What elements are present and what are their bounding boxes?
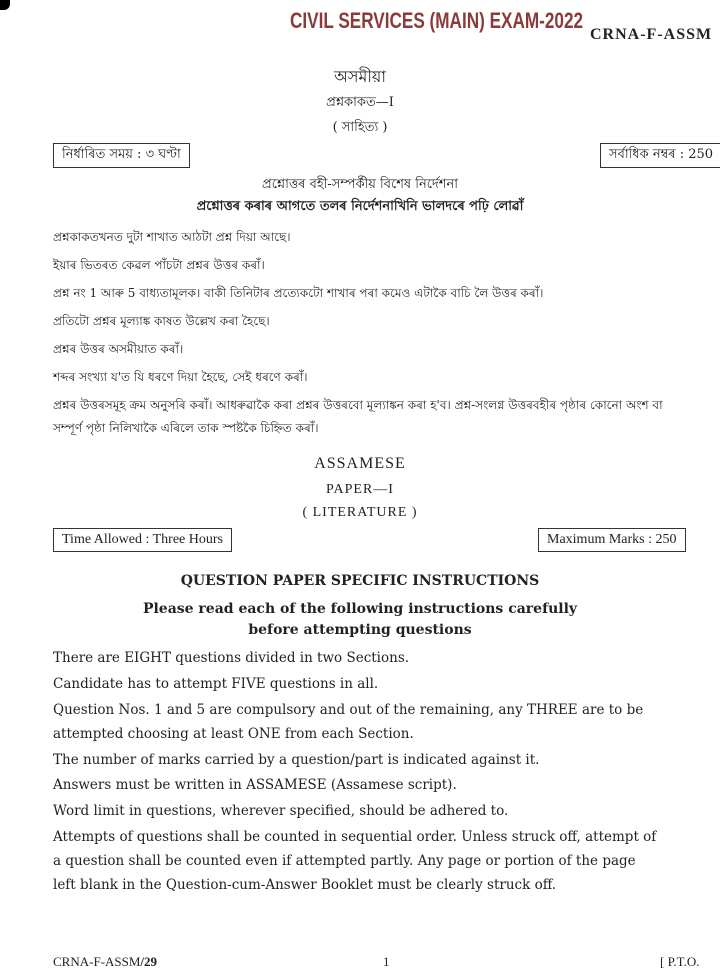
assamese-instructions-heading: প্ৰশ্নোত্তৰ বহী-সম্পৰ্কীয় বিশেষ নিৰ্দেশনা bbox=[262, 177, 458, 192]
footer-page-number: 1 bbox=[383, 954, 390, 969]
english-instruction-line: Candidate has to attempt FIVE questions in all. bbox=[53, 676, 379, 692]
english-max-marks: Maximum Marks : 250 bbox=[538, 528, 686, 552]
assamese-instruction-line: সম্পূৰ্ণ পৃষ্ঠা নিলিখাকৈ এৰিলে তাক স্পষ্টকৈ চিহ্নিত কৰাঁ। bbox=[53, 421, 319, 435]
english-instruction-line: attempted choosing at least ONE from each Section. bbox=[53, 726, 414, 742]
assamese-time-allowed: নিৰ্ধাৰিত সময় : ৩ ঘণ্টা bbox=[53, 143, 190, 168]
assamese-language-title: অসমীয়া bbox=[334, 67, 386, 86]
assamese-instruction-line: প্ৰশ্নৰ উত্তৰসমূহ ক্ৰম অনুসৰি কৰাঁ। আধৰুৱাকৈ কৰা প্ৰশ্নৰ উত্তৰবো মূল্যাঙ্কন কৰা হ'ব। প্ৰশ্ন-সংলগ্ন উত্তৰবহীৰ পৃষ্ঠাৰ কোনো অংশ বা bbox=[53, 398, 663, 412]
assamese-subject-label: ( সাহিত্য ) bbox=[332, 120, 388, 135]
english-instruction-line: Word limit in questions, wherever specified, should be adhered to. bbox=[53, 803, 509, 819]
assamese-instruction-line: প্ৰশ্ন নং 1 আৰু 5 বাধ্যতামূলক। বাকী তিনিটাৰ প্ৰত্যেকটো শাখাৰ পৰা কমেও এটাকৈ বাচি লৈ উত্তৰ কৰাঁ। bbox=[53, 286, 544, 300]
english-instruction-line: The number of marks carried by a question/part is indicated against it. bbox=[53, 752, 540, 768]
footer-code-prefix: CRNA-F-ASSM bbox=[53, 954, 141, 969]
english-instruction-line: Answers must be written in ASSAMESE (Assamese script). bbox=[53, 777, 457, 793]
assamese-instruction-line: প্ৰশ্নৰ উত্তৰ অসমীয়াত কৰাঁ। bbox=[53, 342, 184, 356]
english-time-allowed: Time Allowed : Three Hours bbox=[53, 528, 232, 552]
assamese-paper-label: প্ৰশ্নকাকত—I bbox=[326, 95, 394, 110]
english-instructions-subheading-2: before attempting questions bbox=[248, 622, 472, 638]
english-language-title: ASSAMESE bbox=[314, 455, 406, 472]
assamese-max-marks: সৰ্বাধিক নম্বৰ : 250 bbox=[600, 143, 720, 168]
assamese-instruction-line: শব্দৰ সংখ্যা য'ত যি ধৰণে দিয়া হৈছে, সেই ধৰণে কৰাঁ। bbox=[53, 370, 308, 384]
exam-title: CIVIL SERVICES (MAIN) EXAM-2022 bbox=[290, 8, 584, 33]
english-instruction-line: Question Nos. 1 and 5 are compulsory and out of the remaining, any THREE are to be bbox=[53, 702, 644, 718]
english-instructions-subheading: Please read each of the following instructions carefully bbox=[142, 601, 578, 617]
english-instruction-line: left blank in the Question-cum-Answer Booklet must be clearly struck off. bbox=[53, 877, 557, 893]
english-instruction-line: Attempts of questions shall be counted in sequential order. Unless struck off, attempt of bbox=[53, 829, 657, 845]
paper-code: CRNA-F-ASSM bbox=[590, 26, 713, 43]
corner-mark bbox=[0, 0, 10, 10]
footer-paper-code bbox=[53, 954, 157, 970]
english-paper-label: PAPER—I bbox=[326, 482, 394, 497]
english-instructions-heading: QUESTION PAPER SPECIFIC INSTRUCTIONS bbox=[180, 573, 540, 589]
english-instruction-line: There are EIGHT questions divided in two Sections. bbox=[53, 650, 410, 666]
assamese-instruction-line: ইয়াৰ ভিতৰত কেৱল পাঁচটা প্ৰশ্নৰ উত্তৰ কৰাঁ। bbox=[53, 258, 265, 272]
footer-code-suffix: /29 bbox=[140, 954, 158, 969]
assamese-instructions-subheading: প্ৰশ্নোত্তৰ কৰাৰ আগতে তলৰ নিৰ্দেশনাখিনি ভালদৰে পঢ়ি লোৱাঁ bbox=[196, 199, 524, 214]
assamese-instruction-line: প্ৰশ্নকাকতখনত দুটা শাখাত আঠটা প্ৰশ্ন দিয়া আছে। bbox=[53, 230, 291, 244]
english-subject-label: ( LITERATURE ) bbox=[302, 505, 418, 520]
footer-pto: [ P.T.O. bbox=[660, 954, 700, 969]
assamese-instruction-line: প্ৰতিটো প্ৰশ্নৰ মূল্যাঙ্ক কাষত উল্লেখ কৰা হৈছে। bbox=[53, 314, 270, 328]
english-instruction-line: a question shall be counted even if attempted partly. Any page or portion of the page bbox=[53, 853, 636, 869]
